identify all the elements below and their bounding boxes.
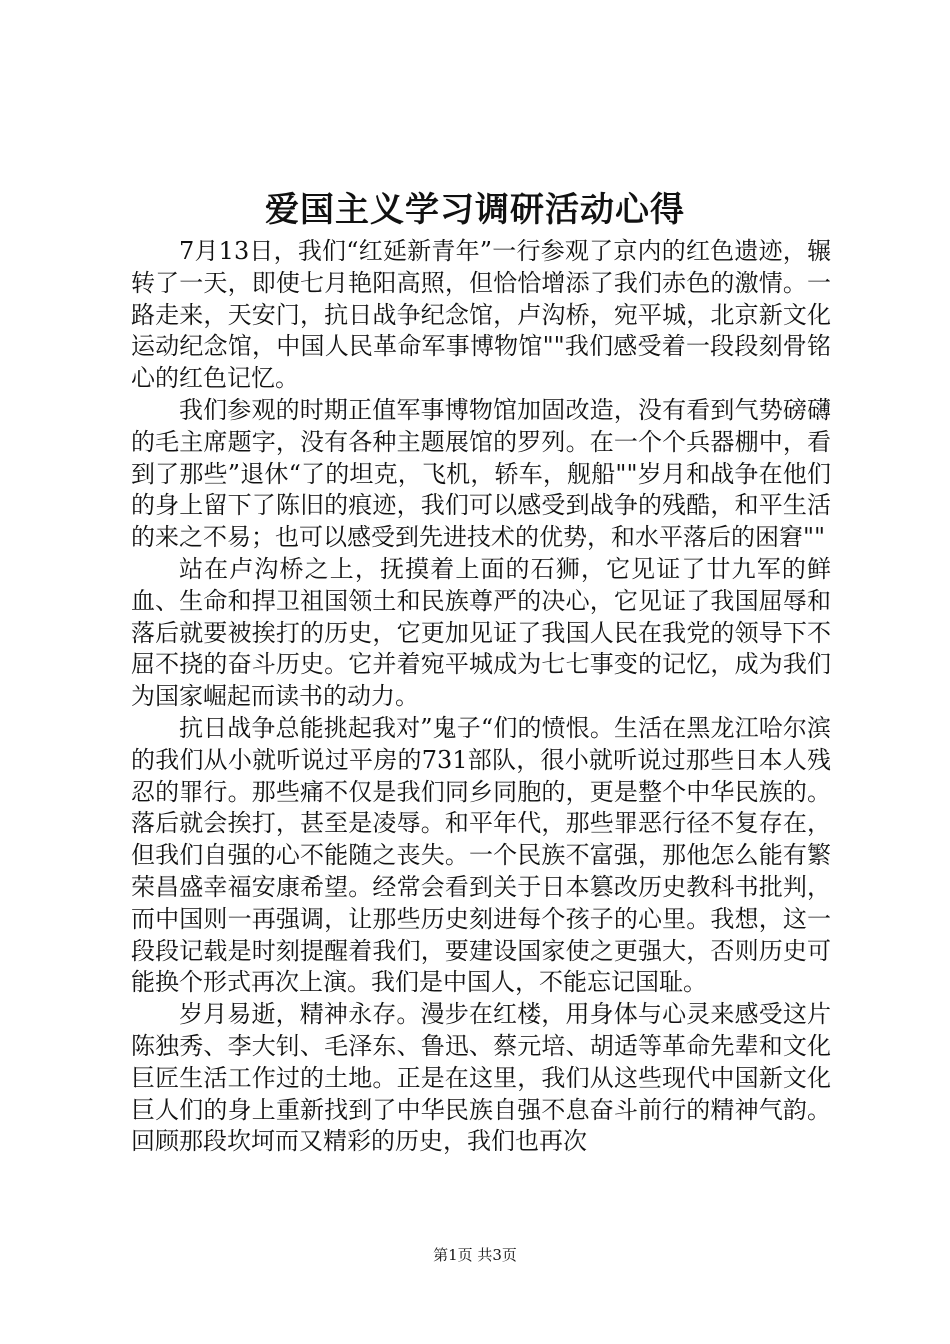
paragraph-5: 岁月易逝，精神永存。漫步在红楼，用身体与心灵来感受这片陈独秀、李大钊、毛泽东、鲁迅、蔡元培、胡适等革命先辈和文化巨匠生活工作过的土地。正是在这里，我们从这些现代中国新文化巨人们的身上重新找到了中华民族自强不息奋斗前行的精神气韵。回顾那段坎坷而又精彩的历史，我们也再次: [131, 1000, 831, 1156]
paragraph-1: 7月13日，我们“红延新青年”一行参观了京内的红色遗迹，辗转了一天，即使七月艳阳高照，但恰恰增添了我们赤色的激情。一路走来，天安门，抗日战争纪念馆，卢沟桥，宛平城，北京新文化运动纪念馆，中国人民革命军事博物馆""我们感受着一段段刻骨铭心的红色记忆。: [131, 237, 831, 393]
paragraph-2: 我们参观的时期正值军事博物馆加固改造，没有看到气势磅礴的毛主席题字，没有各种主题展馆的罗列。在一个个兵器棚中，看到了那些”退休“了的坦克，飞机，轿车，舰船""岁月和战争在他们的身上留下了陈旧的痕迹，我们可以感受到战争的残酷，和平生活的来之不易；也可以感受到先进技术的优势，和水平落后的困窘"": [131, 395, 831, 552]
page-number-footer: 第1页 共3页: [433, 1246, 517, 1264]
page-title: 爱国主义学习调研活动心得: [265, 190, 685, 230]
paragraph-4: 抗日战争总能挑起我对”鬼子“们的愤恨。生活在黑龙江哈尔滨的我们从小就听说过平房的731部队，很小就听说过那些日本人残忍的罪行。那些痛不仅是我们同乡同胞的，更是整个中华民族的。落后就会挨打，甚至是凌辱。和平年代，那些罪恶行径不复存在，但我们自强的心不能随之丧失。一个民族不富强，那他怎么能有繁荣昌盛幸福安康希望。经常会看到关于日本篡改历史教科书批判，而中国则一再强调，让那些历史刻进每个孩子的心里。我想，这一段段记载是时刻提醒着我们，要建设国家使之更强大，否则历史可能换个形式再次上演。我们是中国人，不能忘记国耻。: [131, 713, 831, 997]
paragraph-3: 站在卢沟桥之上，抚摸着上面的石狮，它见证了廿九军的鲜血、生命和捍卫祖国领土和民族尊严的决心，它见证了我国屈辱和落后就要被挨打的历史，它更加见证了我国人民在我党的领导下不屈不挠的奋斗历史。它并着宛平城成为七七事变的记忆，成为我们为国家崛起而读书的动力。: [131, 554, 831, 711]
article-body: [131, 236, 831, 1158]
